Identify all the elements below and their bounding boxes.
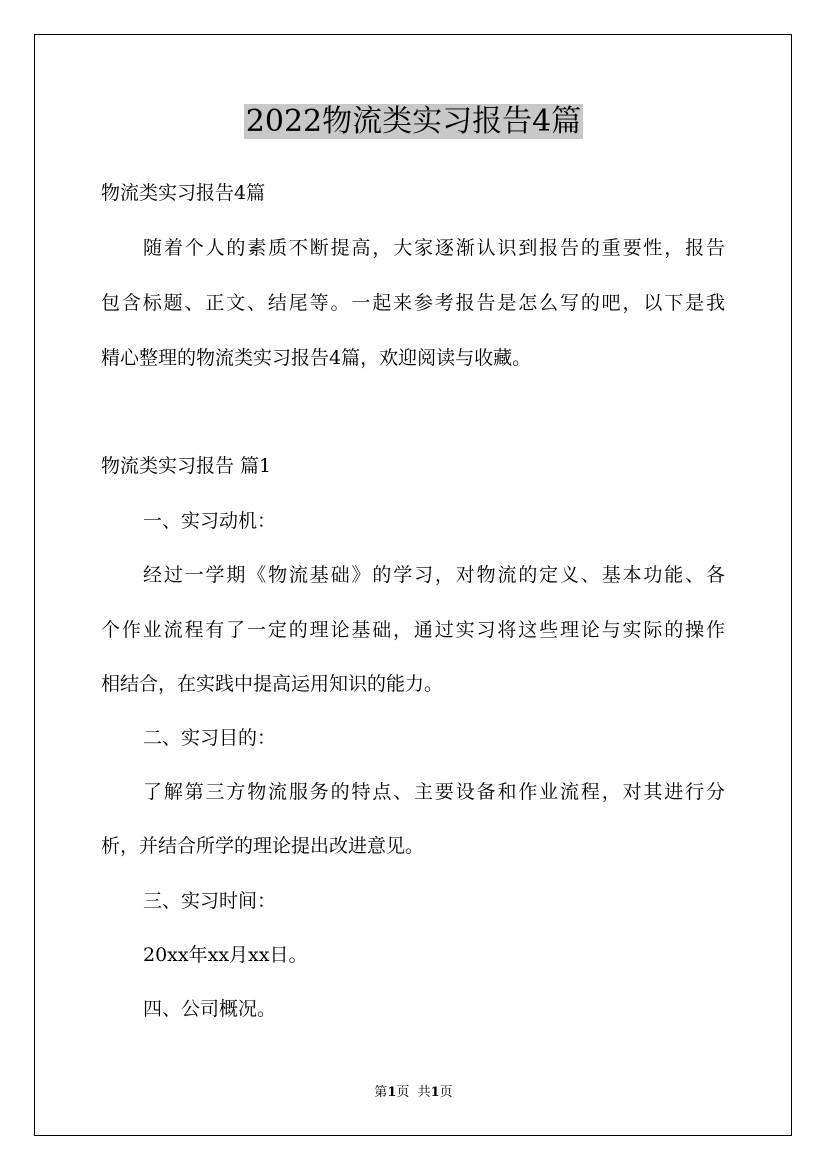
footer-prefix: 第 xyxy=(374,1085,388,1100)
footer-suffix: 页 xyxy=(439,1085,453,1100)
intro-line-3: 精心整理的物流类实习报告4篇，欢迎阅读与收藏。 xyxy=(101,347,532,369)
motivation-line-1: 经过一学期《物流基础》的学习，对物流的定义、基本功能、各 xyxy=(143,564,725,586)
document-title xyxy=(0,100,827,144)
page-footer xyxy=(0,1084,827,1102)
footer-mid: 页 共 xyxy=(396,1085,431,1100)
motivation-line-3: 相结合，在实践中提高运用知识的能力。 xyxy=(101,673,444,695)
motivation-heading: 一、实习动机： xyxy=(143,510,277,532)
motivation-line-2: 个作业流程有了一定的理论基础，通过实习将这些理论与实际的操作 xyxy=(101,619,725,641)
section-heading: 物流类实习报告 篇1 xyxy=(101,455,272,477)
current-page-number: 1 xyxy=(387,1085,397,1100)
document-title-text: 2022物流类实习报告4篇 xyxy=(245,104,582,139)
time-heading: 三、实习时间： xyxy=(143,890,277,912)
purpose-heading: 二、实习目的： xyxy=(143,727,277,749)
time-value: 20xx年xx月xx日。 xyxy=(143,944,308,966)
purpose-line-1: 了解第三方物流服务的特点、主要设备和作业流程，对其进行分 xyxy=(143,781,725,803)
purpose-line-2: 析，并结合所学的理论提出改进意见。 xyxy=(101,835,425,857)
intro-line-2: 包含标题、正文、结尾等。一起来参考报告是怎么写的吧，以下是我 xyxy=(101,292,725,314)
total-page-number: 1 xyxy=(430,1085,440,1100)
intro-line-1: 随着个人的素质不断提高，大家逐渐认识到报告的重要性，报告 xyxy=(143,237,725,259)
company-heading: 四、公司概况。 xyxy=(143,998,277,1020)
document-subtitle: 物流类实习报告4篇 xyxy=(101,182,266,204)
